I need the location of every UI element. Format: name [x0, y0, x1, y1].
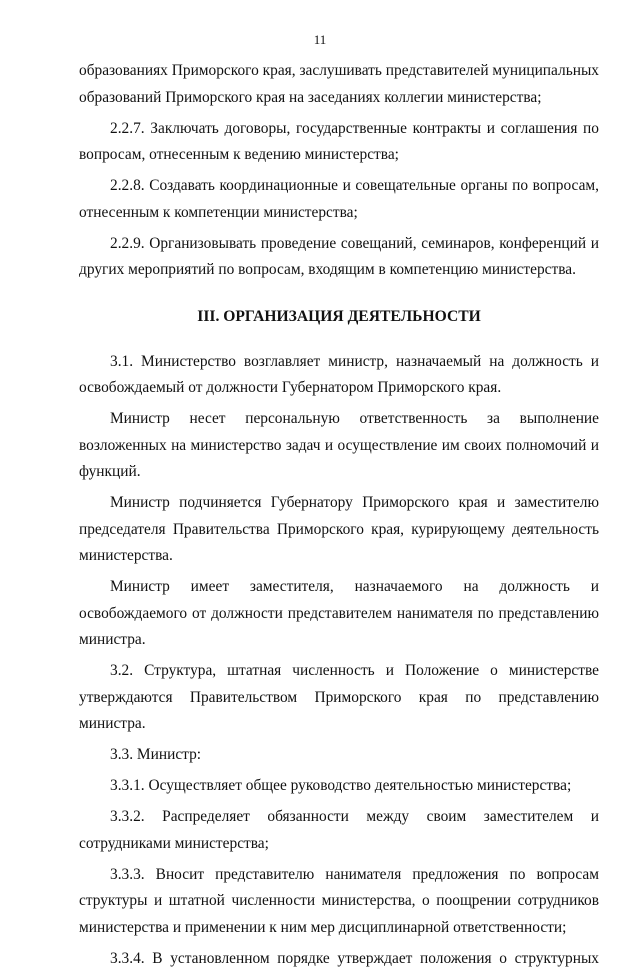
- section-title: III. ОРГАНИЗАЦИЯ ДЕЯТЕЛЬНОСТИ: [197, 307, 481, 325]
- paragraph-3-3-1: 3.3.1. Осуществляет общее руководство деятельностью министерства;: [110, 777, 572, 794]
- paragraph-2-2-7: 2.2.7. Заключать договоры, государственные контракты и соглашения по вопросам, отнесенным к ведению министерства;: [79, 119, 599, 163]
- paragraph-3-3-2: 3.3.2. Распределяет обязанности между своим заместителем и сотрудниками министерства;: [79, 808, 599, 852]
- paragraph-2-2-8: 2.2.8. Создавать координационные и совещательные органы по вопросам, отнесенным к компетенции министерства;: [79, 177, 599, 221]
- paragraph-3-3-4: 3.3.4. В установленном порядке утверждает положения о структурных: [110, 949, 599, 967]
- document-body: [79, 58, 599, 977]
- paragraph-3-3-3: 3.3.3. Вносит представителю нанимателя предложения по вопросам структуры и штатной численности министерства, о поощрении сотрудников министерства и применении к ним мер дисциплинарной ответственности;: [79, 865, 599, 936]
- paragraph-minister-deputy: Министр имеет заместителя, назначаемого на должность и освобождаемого от должности представителем нанимателя по представлению министра.: [79, 578, 599, 648]
- paragraph-2-2-9: 2.2.9. Организовывать проведение совещаний, семинаров, конференций и других мероприятий по вопросам, входящим в компетенцию министерства.: [79, 234, 599, 278]
- paragraph-minister-subordination: Министр подчиняется Губернатору Приморского края и заместителю председателя Правительства Приморского края, курирующему деятельность министерства.: [79, 494, 599, 564]
- paragraph-3-2: 3.2. Структура, штатная численность и Положение о министерстве утверждаются Правительством Приморского края по представлению министра.: [79, 662, 599, 732]
- paragraph-2-2-6-continuation: образованиях Приморского края, заслушивать представителей муниципальных образований Приморского края на заседаниях коллегии министерства;: [79, 62, 599, 106]
- page-number: 11: [313, 32, 327, 47]
- paragraph-3-3: 3.3. Министр:: [110, 746, 202, 763]
- paragraph-minister-responsibility: Министр несет персональную ответственность за выполнение возложенных на министерство задач и осуществление им своих полномочий и функций.: [79, 410, 599, 480]
- paragraph-3-1: 3.1. Министерство возглавляет министр, назначаемый на должность и освобождаемый от должности Губернатором Приморского края.: [79, 352, 599, 396]
